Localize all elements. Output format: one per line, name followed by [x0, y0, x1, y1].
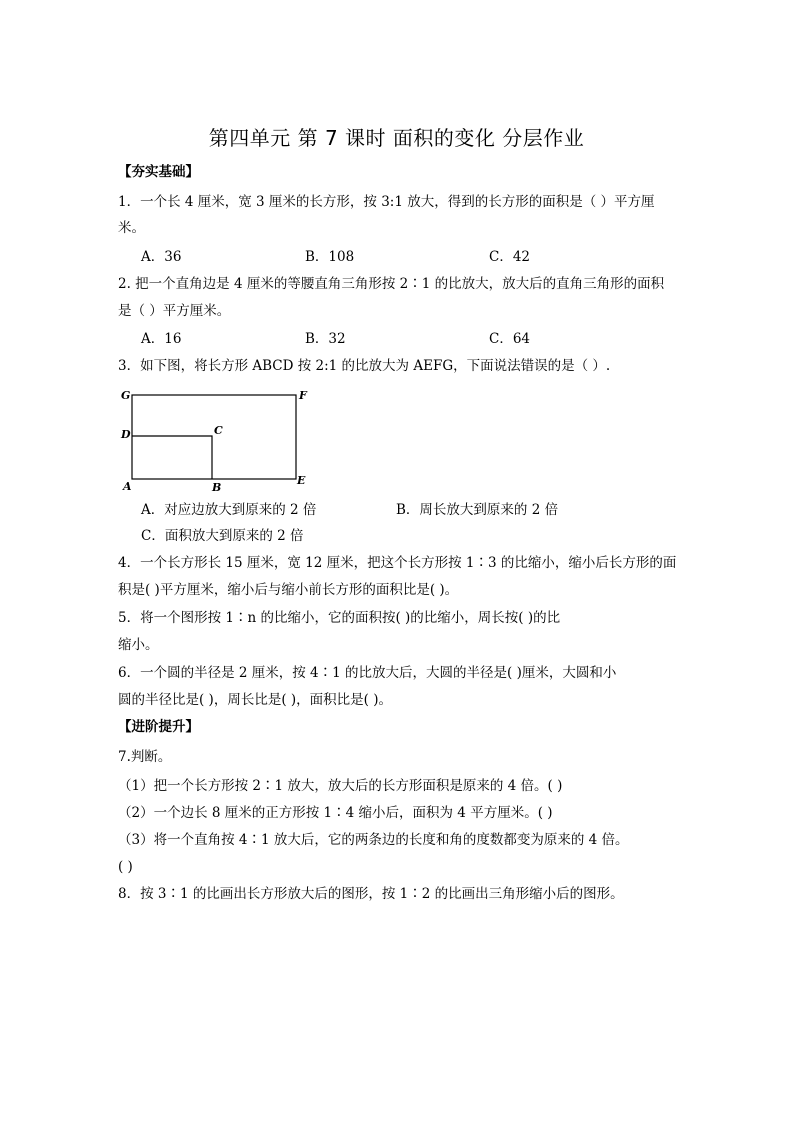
q7-heading: 7.判断。	[118, 749, 172, 765]
q7-item-3: （3）将一个直角按 4∶1 放大后，它的两条边的长度和角的度数都变为原来的 4 倍。	[118, 832, 629, 848]
q2-option-a: A．16	[141, 331, 182, 347]
q1-text-line2: 米。	[118, 220, 145, 236]
rectangle-abcd	[132, 436, 212, 479]
q1-option-a: A．36	[141, 249, 182, 265]
q3-option-b: B．周长放大到原来的 2 倍	[396, 502, 559, 518]
q2-option-b: B．32	[305, 331, 346, 347]
q3-option-c: C．面积放大到原来的 2 倍	[141, 528, 304, 544]
page-title: 第四单元 第 7 课时 面积的变化 分层作业	[208, 126, 585, 150]
q5-text-line2: 缩小。	[118, 637, 159, 653]
section-advanced-heading: 【进阶提升】	[118, 719, 199, 735]
label-b: B	[212, 481, 222, 494]
q1-option-b: B．108	[305, 249, 355, 265]
q3-option-a: A．对应边放大到原来的 2 倍	[141, 502, 317, 518]
q2-option-c: C．64	[489, 331, 531, 347]
section-basic-heading: 【夯实基础】	[118, 164, 199, 180]
q2-text-line1: 2. 把一个直角边是 4 厘米的等腰直角三角形按 2∶1 的比放大，放大后的直角三角形的面积	[118, 276, 665, 292]
q7-item-3-answer: ( )	[118, 859, 133, 875]
rectangle-aefg	[132, 395, 296, 479]
q1-text-line1: 1．一个长 4 厘米，宽 3 厘米的长方形，按 3:1 放大，得到的长方形的面积是（ ）平方厘	[118, 194, 655, 210]
q8-text: 8．按 3∶1 的比画出长方形放大后的图形，按 1∶2 的比画出三角形缩小后的图形。	[118, 886, 624, 902]
q7-item-1: （1）把一个长方形按 2∶1 放大，放大后的长方形面积是原来的 4 倍。( )	[118, 778, 563, 794]
label-d: D	[121, 428, 131, 441]
label-a: A	[123, 480, 132, 493]
q6-text-line2: 圆的半径比是( )，周长比是( )，面积比是( )。	[118, 692, 392, 708]
label-e: E	[297, 474, 306, 487]
q4-text-line2: 积是( )平方厘米，缩小后与缩小前长方形的面积比是( )。	[118, 582, 459, 598]
label-f: F	[299, 389, 307, 402]
q1-option-c: C．42	[489, 249, 531, 265]
q5-text-line1: 5．将一个图形按 1∶n 的比缩小，它的面积按( )的比缩小，周长按( )的比	[118, 610, 561, 626]
q3-text-line1: 3．如下图，将长方形 ABCD 按 2:1 的比放大为 AEFG，下面说法错误的是（ ）.	[118, 358, 611, 374]
q2-text-line2: 是（ ）平方厘米。	[118, 303, 231, 319]
q4-text-line1: 4．一个长方形长 15 厘米，宽 12 厘米，把这个长方形按 1∶3 的比缩小，缩小后长方形的面	[118, 555, 677, 571]
label-c: C	[214, 424, 223, 437]
label-g: G	[121, 389, 131, 402]
q6-text-line1: 6．一个圆的半径是 2 厘米，按 4∶1 的比放大后，大圆的半径是( )厘米，大圆和小	[118, 665, 617, 681]
q7-item-2: （2）一个边长 8 厘米的正方形按 1∶4 缩小后，面积为 4 平方厘米。( )	[118, 805, 553, 821]
rectangle-scaling-figure	[118, 384, 318, 494]
